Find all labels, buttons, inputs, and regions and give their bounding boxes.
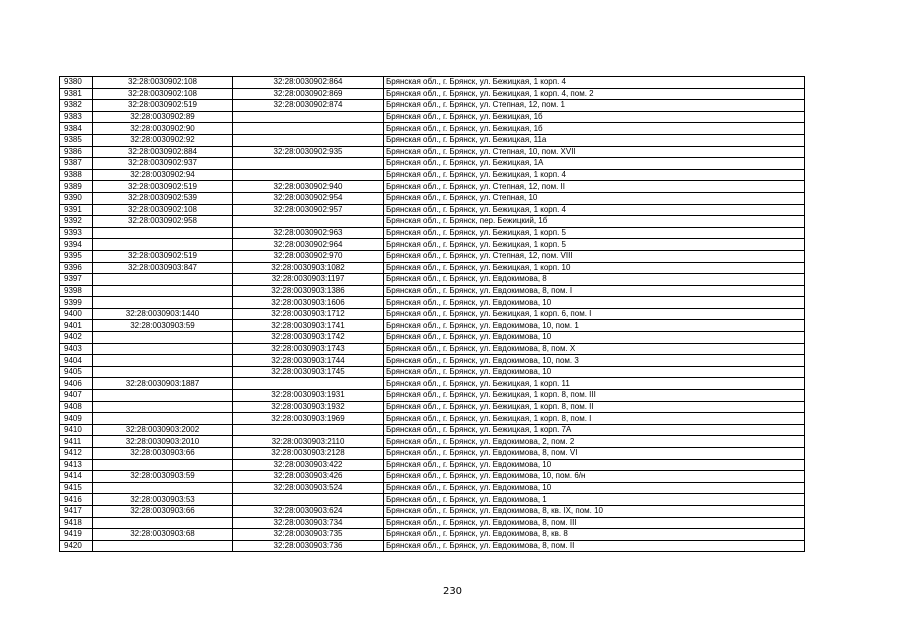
table-row bbox=[60, 448, 805, 460]
object-number-cell: 32:28:0030903:1743 bbox=[233, 343, 384, 355]
object-number-cell: 32:28:0030902:963 bbox=[233, 227, 384, 239]
table-row bbox=[60, 540, 805, 552]
address-cell: Брянская обл., г. Брянск, ул. Евдокимова, 8, пом. VI bbox=[384, 448, 805, 460]
parcel-number-cell: 32:28:0030903:59 bbox=[93, 320, 233, 332]
parcel-number-cell bbox=[93, 239, 233, 251]
address-cell: Брянская обл., г. Брянск, ул. Бежицкая, 1 корп. 5 bbox=[384, 227, 805, 239]
address-cell: Брянская обл., г. Брянск, ул. Евдокимова, 8, пом. I bbox=[384, 285, 805, 297]
parcel-number-cell bbox=[93, 297, 233, 309]
address-cell: Брянская обл., г. Брянск, ул. Евдокимова, 10, пом. 3 bbox=[384, 355, 805, 367]
address-cell: Брянская обл., г. Брянск, ул. Евдокимова, 10, пом. 1 bbox=[384, 320, 805, 332]
parcel-number-cell: 32:28:0030903:847 bbox=[93, 262, 233, 274]
object-number-cell: 32:28:0030902:964 bbox=[233, 239, 384, 251]
table-row bbox=[60, 262, 805, 274]
address-cell: Брянская обл., г. Брянск, ул. Бежицкая, 1б bbox=[384, 111, 805, 123]
row-number-cell: 9416 bbox=[60, 494, 93, 506]
address-cell: Брянская обл., г. Брянск, ул. Евдокимова, 10 bbox=[384, 459, 805, 471]
parcel-number-cell bbox=[93, 274, 233, 286]
table-row bbox=[60, 146, 805, 158]
parcel-number-cell: 32:28:0030903:66 bbox=[93, 505, 233, 517]
parcel-number-cell bbox=[93, 459, 233, 471]
parcel-number-cell: 32:28:0030902:519 bbox=[93, 100, 233, 112]
object-number-cell: 32:28:0030903:524 bbox=[233, 482, 384, 494]
object-number-cell bbox=[233, 424, 384, 436]
parcel-number-cell: 32:28:0030903:68 bbox=[93, 529, 233, 541]
row-number-cell: 9396 bbox=[60, 262, 93, 274]
table-row bbox=[60, 297, 805, 309]
object-number-cell: 32:28:0030903:1386 bbox=[233, 285, 384, 297]
object-number-cell bbox=[233, 216, 384, 228]
parcel-number-cell: 32:28:0030902:519 bbox=[93, 181, 233, 193]
table-row bbox=[60, 355, 805, 367]
parcel-number-cell: 32:28:0030902:958 bbox=[93, 216, 233, 228]
object-number-cell: 32:28:0030902:935 bbox=[233, 146, 384, 158]
object-number-cell: 32:28:0030903:736 bbox=[233, 540, 384, 552]
parcel-number-cell: 32:28:0030902:884 bbox=[93, 146, 233, 158]
table-row bbox=[60, 216, 805, 228]
address-cell: Брянская обл., г. Брянск, ул. Бежицкая, 1 корп. 6, пом. I bbox=[384, 308, 805, 320]
row-number-cell: 9381 bbox=[60, 88, 93, 100]
parcel-number-cell: 32:28:0030902:89 bbox=[93, 111, 233, 123]
address-cell: Брянская обл., г. Брянск, ул. Евдокимова, 8, пом. X bbox=[384, 343, 805, 355]
parcel-number-cell bbox=[93, 540, 233, 552]
table-row bbox=[60, 413, 805, 425]
row-number-cell: 9412 bbox=[60, 448, 93, 460]
row-number-cell: 9400 bbox=[60, 308, 93, 320]
table-row bbox=[60, 192, 805, 204]
parcel-number-cell: 32:28:0030902:108 bbox=[93, 88, 233, 100]
row-number-cell: 9415 bbox=[60, 482, 93, 494]
object-number-cell: 32:28:0030903:624 bbox=[233, 505, 384, 517]
table-row bbox=[60, 88, 805, 100]
object-number-cell bbox=[233, 123, 384, 135]
address-cell: Брянская обл., г. Брянск, ул. Степная, 10, пом. XVII bbox=[384, 146, 805, 158]
object-number-cell: 32:28:0030903:1932 bbox=[233, 401, 384, 413]
table-row bbox=[60, 401, 805, 413]
object-number-cell: 32:28:0030903:1744 bbox=[233, 355, 384, 367]
object-number-cell: 32:28:0030903:1745 bbox=[233, 366, 384, 378]
parcel-number-cell bbox=[93, 285, 233, 297]
object-number-cell: 32:28:0030903:1741 bbox=[233, 320, 384, 332]
address-cell: Брянская обл., г. Брянск, ул. Бежицкая, 1 корп. 10 bbox=[384, 262, 805, 274]
address-cell: Брянская обл., г. Брянск, ул. Евдокимова, 10 bbox=[384, 482, 805, 494]
object-number-cell: 32:28:0030902:954 bbox=[233, 192, 384, 204]
parcel-number-cell: 32:28:0030903:59 bbox=[93, 471, 233, 483]
table-row bbox=[60, 181, 805, 193]
address-cell: Брянская обл., г. Брянск, ул. Евдокимова, 8, кв. 8 bbox=[384, 529, 805, 541]
row-number-cell: 9418 bbox=[60, 517, 93, 529]
row-number-cell: 9417 bbox=[60, 505, 93, 517]
address-cell: Брянская обл., г. Брянск, ул. Бежицкая, 1 корп. 5 bbox=[384, 239, 805, 251]
address-cell: Брянская обл., г. Брянск, ул. Степная, 12, пом. 1 bbox=[384, 100, 805, 112]
table-row bbox=[60, 505, 805, 517]
address-cell: Брянская обл., г. Брянск, ул. Степная, 10 bbox=[384, 192, 805, 204]
table-row bbox=[60, 134, 805, 146]
table-row bbox=[60, 332, 805, 344]
parcel-number-cell bbox=[93, 413, 233, 425]
table-row bbox=[60, 424, 805, 436]
page-number: 230 bbox=[442, 586, 463, 597]
row-number-cell: 9385 bbox=[60, 134, 93, 146]
address-cell: Брянская обл., г. Брянск, ул. Бежицкая, 1 корп. 8, пом. II bbox=[384, 401, 805, 413]
address-cell: Брянская обл., г. Брянск, ул. Евдокимова, 10 bbox=[384, 366, 805, 378]
address-cell: Брянская обл., г. Брянск, ул. Евдокимова, 1 bbox=[384, 494, 805, 506]
parcel-number-cell bbox=[93, 332, 233, 344]
object-number-cell bbox=[233, 378, 384, 390]
row-number-cell: 9386 bbox=[60, 146, 93, 158]
row-number-cell: 9398 bbox=[60, 285, 93, 297]
address-cell: Брянская обл., г. Брянск, ул. Бежицкая, 1 корп. 11 bbox=[384, 378, 805, 390]
address-cell: Брянская обл., г. Брянск, ул. Бежицкая, 1 корп. 8, пом. III bbox=[384, 390, 805, 402]
object-number-cell: 32:28:0030903:1969 bbox=[233, 413, 384, 425]
table-row bbox=[60, 471, 805, 483]
parcel-number-cell: 32:28:0030902:92 bbox=[93, 134, 233, 146]
address-cell: Брянская обл., г. Брянск, пер. Бежицкий, 1б bbox=[384, 216, 805, 228]
object-number-cell: 32:28:0030902:970 bbox=[233, 250, 384, 262]
address-cell: Брянская обл., г. Брянск, ул. Евдокимова, 10 bbox=[384, 332, 805, 344]
row-number-cell: 9403 bbox=[60, 343, 93, 355]
row-number-cell: 9406 bbox=[60, 378, 93, 390]
table-row bbox=[60, 158, 805, 170]
address-cell: Брянская обл., г. Брянск, ул. Степная, 12, пом. II bbox=[384, 181, 805, 193]
row-number-cell: 9392 bbox=[60, 216, 93, 228]
address-cell: Брянская обл., г. Брянск, ул. Бежицкая, 1б bbox=[384, 123, 805, 135]
table-row bbox=[60, 494, 805, 506]
object-number-cell: 32:28:0030903:2128 bbox=[233, 448, 384, 460]
parcel-number-cell: 32:28:0030902:108 bbox=[93, 77, 233, 89]
address-cell: Брянская обл., г. Брянск, ул. Бежицкая, 1А bbox=[384, 158, 805, 170]
parcel-number-cell bbox=[93, 517, 233, 529]
row-number-cell: 9405 bbox=[60, 366, 93, 378]
parcel-number-cell: 32:28:0030902:94 bbox=[93, 169, 233, 181]
address-cell: Брянская обл., г. Брянск, ул. Бежицкая, 1 корп. 7А bbox=[384, 424, 805, 436]
table-row bbox=[60, 529, 805, 541]
table-row bbox=[60, 204, 805, 216]
parcel-number-cell bbox=[93, 482, 233, 494]
table-row bbox=[60, 378, 805, 390]
table-row bbox=[60, 482, 805, 494]
address-cell: Брянская обл., г. Брянск, ул. Евдокимова, 2, пом. 2 bbox=[384, 436, 805, 448]
address-cell: Брянская обл., г. Брянск, ул. Бежицкая, 1 корп. 8, пом. I bbox=[384, 413, 805, 425]
table-row bbox=[60, 169, 805, 181]
row-number-cell: 9384 bbox=[60, 123, 93, 135]
object-number-cell bbox=[233, 169, 384, 181]
row-number-cell: 9420 bbox=[60, 540, 93, 552]
parcel-number-cell: 32:28:0030902:519 bbox=[93, 250, 233, 262]
table-row bbox=[60, 343, 805, 355]
table-row bbox=[60, 77, 805, 89]
table-row bbox=[60, 239, 805, 251]
object-number-cell bbox=[233, 134, 384, 146]
parcel-number-cell: 32:28:0030903:2002 bbox=[93, 424, 233, 436]
object-number-cell: 32:28:0030903:1931 bbox=[233, 390, 384, 402]
parcel-number-cell: 32:28:0030903:1440 bbox=[93, 308, 233, 320]
parcel-number-cell: 32:28:0030903:66 bbox=[93, 448, 233, 460]
row-number-cell: 9380 bbox=[60, 77, 93, 89]
table-row bbox=[60, 227, 805, 239]
parcel-number-cell: 32:28:0030902:937 bbox=[93, 158, 233, 170]
parcel-number-cell: 32:28:0030902:108 bbox=[93, 204, 233, 216]
address-cell: Брянская обл., г. Брянск, ул. Евдокимова, 10, пом. 6/н bbox=[384, 471, 805, 483]
table-row bbox=[60, 517, 805, 529]
object-number-cell: 32:28:0030902:869 bbox=[233, 88, 384, 100]
object-number-cell bbox=[233, 111, 384, 123]
object-number-cell: 32:28:0030903:2110 bbox=[233, 436, 384, 448]
row-number-cell: 9393 bbox=[60, 227, 93, 239]
object-number-cell: 32:28:0030902:874 bbox=[233, 100, 384, 112]
parcel-number-cell: 32:28:0030903:2010 bbox=[93, 436, 233, 448]
object-number-cell: 32:28:0030903:1742 bbox=[233, 332, 384, 344]
row-number-cell: 9410 bbox=[60, 424, 93, 436]
row-number-cell: 9414 bbox=[60, 471, 93, 483]
row-number-cell: 9389 bbox=[60, 181, 93, 193]
object-number-cell: 32:28:0030903:734 bbox=[233, 517, 384, 529]
table-row bbox=[60, 366, 805, 378]
table-row bbox=[60, 250, 805, 262]
table-row bbox=[60, 459, 805, 471]
parcel-number-cell bbox=[93, 401, 233, 413]
object-number-cell bbox=[233, 158, 384, 170]
object-number-cell: 32:28:0030903:422 bbox=[233, 459, 384, 471]
row-number-cell: 9399 bbox=[60, 297, 93, 309]
row-number-cell: 9408 bbox=[60, 401, 93, 413]
parcel-number-cell: 32:28:0030903:1887 bbox=[93, 378, 233, 390]
address-cell: Брянская обл., г. Брянск, ул. Бежицкая, 1 корп. 4, пом. 2 bbox=[384, 88, 805, 100]
parcel-number-cell bbox=[93, 355, 233, 367]
address-cell: Брянская обл., г. Брянск, ул. Евдокимова, 10 bbox=[384, 297, 805, 309]
object-number-cell: 32:28:0030903:1606 bbox=[233, 297, 384, 309]
table-row bbox=[60, 308, 805, 320]
address-cell: Брянская обл., г. Брянск, ул. Евдокимова, 8, кв. IX, пом. 10 bbox=[384, 505, 805, 517]
row-number-cell: 9388 bbox=[60, 169, 93, 181]
address-cell: Брянская обл., г. Брянск, ул. Евдокимова, 8, пом. III bbox=[384, 517, 805, 529]
object-number-cell: 32:28:0030902:940 bbox=[233, 181, 384, 193]
row-number-cell: 9395 bbox=[60, 250, 93, 262]
parcel-number-cell bbox=[93, 227, 233, 239]
object-number-cell: 32:28:0030902:864 bbox=[233, 77, 384, 89]
address-cell: Брянская обл., г. Брянск, ул. Евдокимова, 8, пом. II bbox=[384, 540, 805, 552]
object-number-cell: 32:28:0030903:1712 bbox=[233, 308, 384, 320]
object-number-cell: 32:28:0030903:426 bbox=[233, 471, 384, 483]
row-number-cell: 9394 bbox=[60, 239, 93, 251]
parcel-number-cell: 32:28:0030903:53 bbox=[93, 494, 233, 506]
object-number-cell: 32:28:0030903:1082 bbox=[233, 262, 384, 274]
table-row bbox=[60, 390, 805, 402]
address-cell: Брянская обл., г. Брянск, ул. Бежицкая, 1 корп. 4 bbox=[384, 77, 805, 89]
address-cell: Брянская обл., г. Брянск, ул. Евдокимова, 8 bbox=[384, 274, 805, 286]
row-number-cell: 9411 bbox=[60, 436, 93, 448]
address-cell: Брянская обл., г. Брянск, ул. Степная, 12, пом. VIII bbox=[384, 250, 805, 262]
row-number-cell: 9413 bbox=[60, 459, 93, 471]
row-number-cell: 9409 bbox=[60, 413, 93, 425]
parcel-number-cell bbox=[93, 390, 233, 402]
row-number-cell: 9401 bbox=[60, 320, 93, 332]
row-number-cell: 9383 bbox=[60, 111, 93, 123]
table-row bbox=[60, 436, 805, 448]
parcel-number-cell bbox=[93, 366, 233, 378]
table-row bbox=[60, 123, 805, 135]
row-number-cell: 9387 bbox=[60, 158, 93, 170]
table-row bbox=[60, 274, 805, 286]
address-cell: Брянская обл., г. Брянск, ул. Бежицкая, 1 корп. 4 bbox=[384, 169, 805, 181]
object-number-cell: 32:28:0030903:1197 bbox=[233, 274, 384, 286]
row-number-cell: 9404 bbox=[60, 355, 93, 367]
row-number-cell: 9391 bbox=[60, 204, 93, 216]
parcel-number-cell bbox=[93, 343, 233, 355]
table-row bbox=[60, 285, 805, 297]
parcel-number-cell: 32:28:0030902:539 bbox=[93, 192, 233, 204]
table-body bbox=[60, 77, 805, 552]
cadastral-table bbox=[59, 76, 805, 552]
table-row bbox=[60, 111, 805, 123]
row-number-cell: 9397 bbox=[60, 274, 93, 286]
object-number-cell bbox=[233, 494, 384, 506]
row-number-cell: 9390 bbox=[60, 192, 93, 204]
table-row bbox=[60, 320, 805, 332]
table-row bbox=[60, 100, 805, 112]
row-number-cell: 9382 bbox=[60, 100, 93, 112]
object-number-cell: 32:28:0030902:957 bbox=[233, 204, 384, 216]
row-number-cell: 9402 bbox=[60, 332, 93, 344]
parcel-number-cell: 32:28:0030902:90 bbox=[93, 123, 233, 135]
object-number-cell: 32:28:0030903:735 bbox=[233, 529, 384, 541]
address-cell: Брянская обл., г. Брянск, ул. Бежицкая, 1 корп. 4 bbox=[384, 204, 805, 216]
row-number-cell: 9407 bbox=[60, 390, 93, 402]
address-cell: Брянская обл., г. Брянск, ул. Бежицкая, 11а bbox=[384, 134, 805, 146]
row-number-cell: 9419 bbox=[60, 529, 93, 541]
